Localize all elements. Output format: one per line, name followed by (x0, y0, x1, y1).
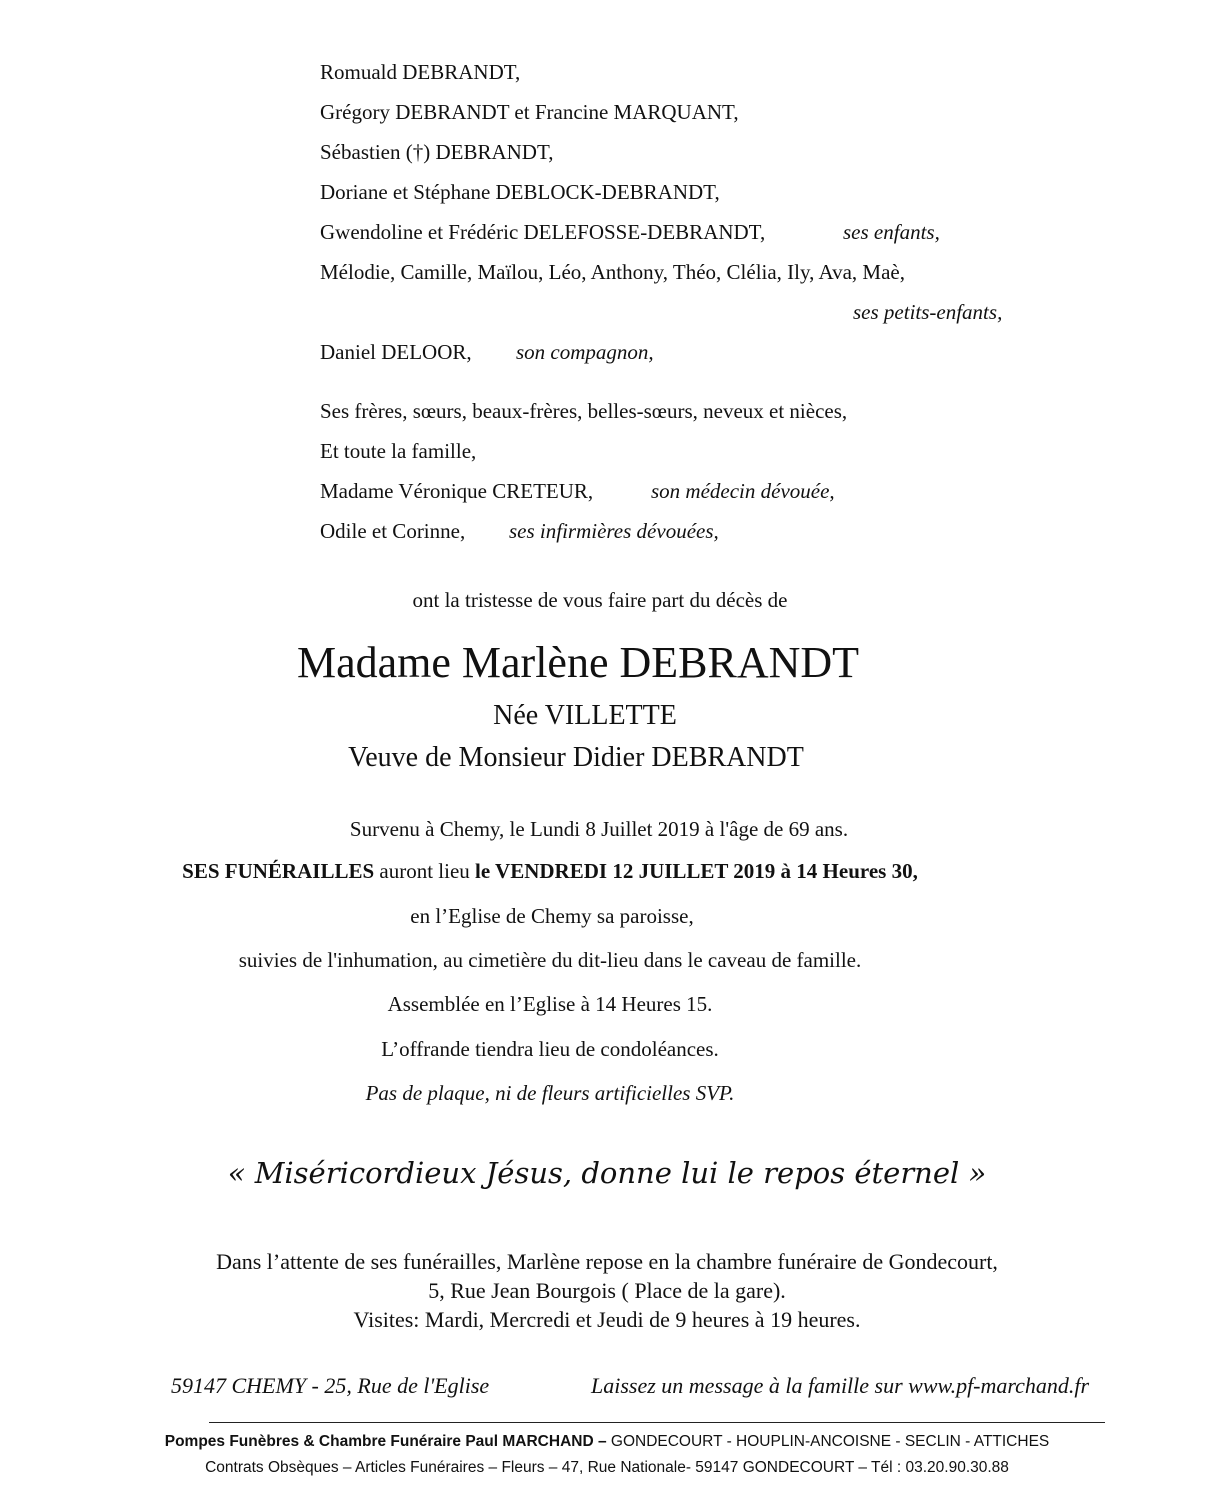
visitation-line-2: 5, Rue Jean Bourgois ( Place de la gare). (428, 1278, 786, 1303)
company-name: Pompes Funèbres & Chambre Funéraire Paul MARCHAND – (164, 1433, 607, 1450)
role-doctor: son médecin dévouée, (651, 479, 835, 503)
visitation-line-1: Dans l’attente de ses funérailles, Marlène repose en la chambre funéraire de Gondecourt, (216, 1249, 998, 1274)
family-line-9: Et toute la famille, (320, 439, 477, 463)
funeral-church: en l’Eglise de Chemy sa paroisse, (410, 904, 694, 928)
widow-of: Veuve de Monsieur Didier DEBRANDT (348, 742, 804, 773)
footer-divider (209, 1422, 1105, 1423)
family-line-1: Romuald DEBRANDT, (320, 60, 521, 84)
death-notice: Survenu à Chemy, le Lundi 8 Juillet 2019 à l'âge de 69 ans. (349, 817, 849, 841)
family-line-10: Madame Véronique CRETEUR, (320, 479, 594, 503)
funeral-label: SES FUNÉRAILLES (182, 859, 375, 883)
role-children: ses enfants, (843, 220, 940, 244)
role-companion: son compagnon, (516, 340, 654, 364)
company-line-1 (0, 1432, 1214, 1452)
company-towns: GONDECOURT - HOUPLIN-ANCOISNE - SECLIN - ATTICHES (610, 1433, 1050, 1450)
visitation-line-3: Visites: Mardi, Mercredi et Jeudi de 9 heures à 19 heures. (353, 1307, 861, 1332)
prayer-quote: « Miséricordieux Jésus, donne lui le repos éternel » (227, 1156, 987, 1190)
family-line-6: Mélodie, Camille, Maïlou, Léo, Anthony, Théo, Clélia, Ily, Ava, Maè, (320, 260, 905, 284)
funeral-headline (0, 858, 1157, 884)
funeral-date: le VENDREDI 12 JUILLET 2019 à 14 Heures 30, (475, 859, 918, 883)
funeral-assembly: Assemblée en l’Eglise à 14 Heures 15. (387, 992, 713, 1016)
funeral-burial: suivies de l'inhumation, au cimetière du dit-lieu dans le caveau de famille. (238, 948, 862, 972)
funeral-offering: L’offrande tiendra lieu de condoléances. (381, 1037, 719, 1061)
footer-message: Laissez un message à la famille sur www.pf-marchand.fr (591, 1373, 1090, 1398)
deceased-name: Madame Marlène DEBRANDT (296, 638, 860, 687)
family-line-2: Grégory DEBRANDT et Francine MARQUANT, (320, 100, 739, 124)
footer-address: 59147 CHEMY - 25, Rue de l'Eglise (171, 1373, 490, 1398)
family-line-7: Daniel DELOOR, (320, 340, 472, 364)
family-line-5: Gwendoline et Frédéric DELEFOSSE-DEBRANDT, (320, 220, 766, 244)
funeral-middle: auront lieu (379, 859, 470, 883)
maiden-name: Née VILLETTE (493, 700, 677, 731)
family-line-4: Doriane et Stéphane DEBLOCK-DEBRANDT, (320, 180, 720, 204)
funeral-note: Pas de plaque, ni de fleurs artificielles SVP. (365, 1081, 735, 1105)
announcement-intro: ont la tristesse de vous faire part du décès de (412, 588, 788, 612)
role-nurses: ses infirmières dévouées, (509, 519, 719, 543)
company-line-2: Contrats Obsèques – Articles Funéraires – Fleurs – 47, Rue Nationale- 59147 GONDECOURT – Tél : 03.20.90.30.88 (205, 1459, 1009, 1476)
family-line-8: Ses frères, sœurs, beaux-frères, belles-sœurs, neveux et nièces, (320, 399, 848, 423)
family-line-3: Sébastien (†) DEBRANDT, (320, 140, 554, 164)
family-line-11: Odile et Corinne, (320, 519, 466, 543)
role-grandchildren: ses petits-enfants, (853, 300, 1003, 324)
